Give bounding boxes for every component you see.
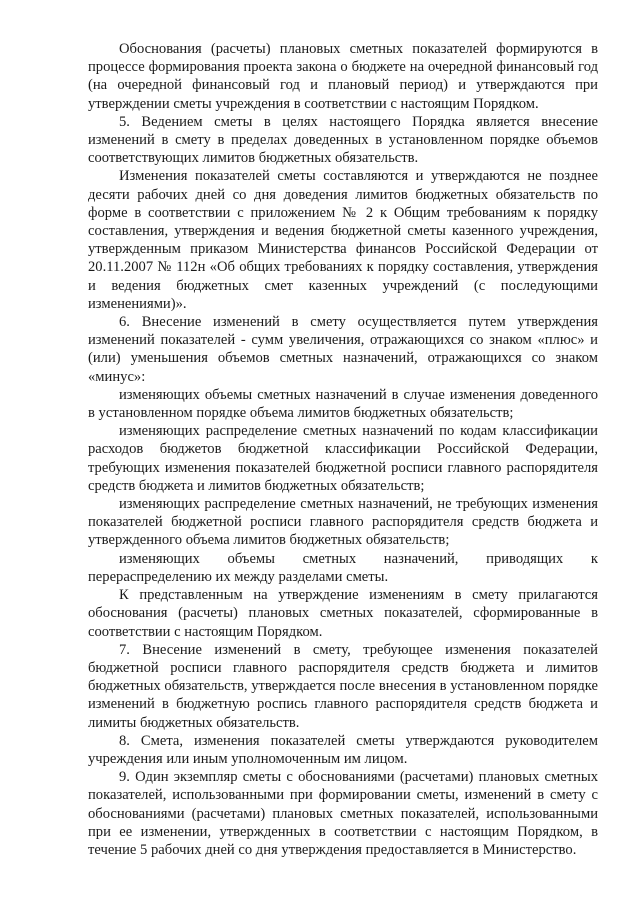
paragraph-redistribution: изменяющих объемы сметных назначений, приводящих к перераспределению их между разделами сметы.: [88, 550, 598, 585]
paragraph-changing-distribution-not-requiring: изменяющих распределение сметных назначений, не требующих изменения показателей бюджетной росписи главного распорядителя средств бюджета и утвержденного объема лимитов бюджетных обязательств;: [88, 496, 598, 549]
document-body: [88, 40, 598, 859]
paragraph-item-7: 7. Внесение изменений в смету, требующее изменения показателей бюджетной росписи главного распорядителя средств бюджета и лимитов бюджетных обязательств, утверждается после внесения в установленном порядке изменений в бюджетную роспись главного распорядителя средств бюджета и лимиты бюджетных обязательств.: [88, 641, 598, 731]
paragraph-item-8: 8. Смета, изменения показателей сметы утверждаются руководителем учреждения или иным уполномоченным им лицом.: [88, 732, 598, 767]
paragraph-changing-volumes: изменяющих объемы сметных назначений в случае изменения доведенного в установленном порядке объема лимитов бюджетных обязательств;: [88, 386, 598, 422]
paragraph-changes-deadline: Изменения показателей сметы составляются и утверждаются не позднее десяти рабочих дней со дня доведения лимитов бюджетных обязательств по форме в соответствии с приложением № 2 к Общим требованиям к порядку составления, утверждения и ведения бюджетной сметы казенного учреждения, утвержденным приказом Министерства финансов Российской Федерации от 20.11.2007 № 112н «Об общих требованиях к порядку составления, утверждения и ведения бюджетных смет казенных учреждений (с последующими изменениями)».: [88, 168, 598, 312]
paragraph-justifications: Обоснования (расчеты) плановых сметных показателей формируются в процессе формирования проекта закона о бюджете на очередной финансовый год (на очередной финансовый год и плановый период) и утверждаются при утверждении сметы учреждения в соответствии с настоящим Порядком.: [88, 41, 598, 112]
paragraph-item-9: 9. Один экземпляр сметы с обоснованиями (расчетами) плановых сметных показателей, использованными при формировании сметы, изменений в смету с обоснованиями (расчетами) плановых сметных показателей, использованными при ее изменении, утвержденных в соответствии с настоящим Порядком, в течение 5 рабочих дней со дня утверждения предоставляется в Министерство.: [88, 769, 598, 858]
paragraph-item-5: 5. Ведением сметы в целях настоящего Порядка является внесение изменений в смету в пределах доведенных в установленном порядке объемов соответствующих лимитов бюджетных обязательств.: [88, 113, 598, 167]
paragraph-item-6: 6. Внесение изменений в смету осуществляется путем утверждения изменений показателей - сумм увеличения, отражающихся со знаком «плюс» и (или) уменьшения объемов сметных назначений, отражающихся со знаком «минус»:: [88, 314, 598, 385]
paragraph-attachments: К представленным на утверждение изменениям в смету прилагаются обоснования (расчеты) плановых сметных показателей, сформированные в соответствии с настоящим Порядком.: [88, 587, 598, 640]
paragraph-changing-distribution-requiring: изменяющих распределение сметных назначений по кодам классификации расходов бюджетов бюджетной классификации Российской Федерации, требующих изменения показателей бюджетной росписи главного распорядителя средств бюджета и лимитов бюджетных обязательств;: [88, 423, 598, 494]
